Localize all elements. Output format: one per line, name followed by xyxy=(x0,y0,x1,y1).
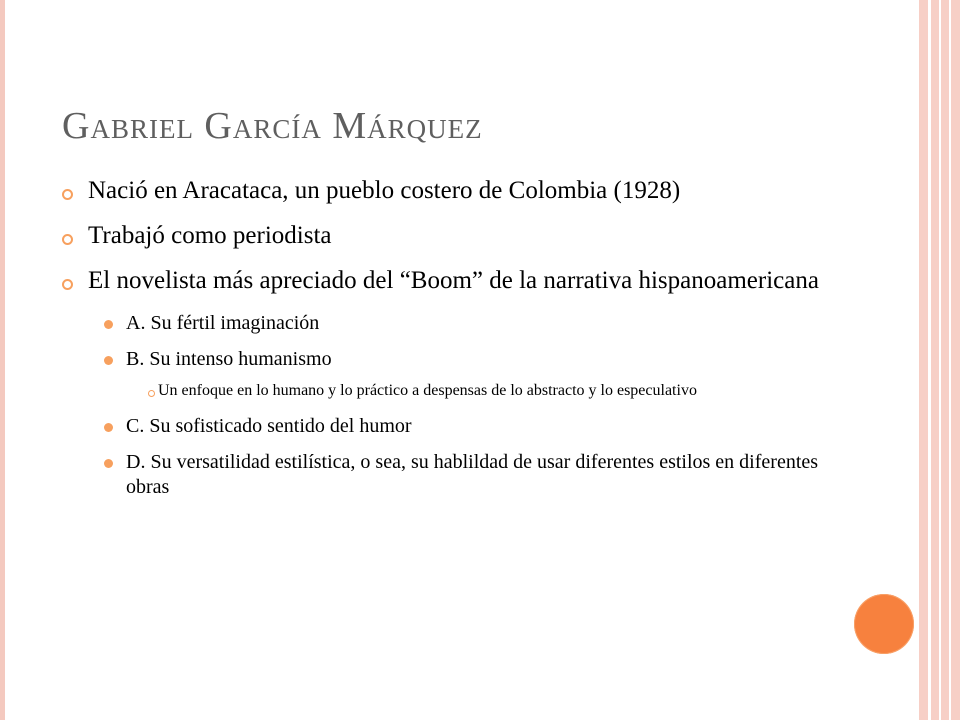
sub-bullet-item xyxy=(104,347,822,372)
bullet-item xyxy=(62,174,822,207)
sub-bullet-item xyxy=(104,311,822,336)
frame-stripe xyxy=(949,0,951,720)
sub-bullet-text: D. Su versatilidad estilística, o sea, su hablildad de usar diferentes estilos en diferentes obras xyxy=(126,451,819,498)
bullet-item xyxy=(62,219,822,252)
detail-text: Un enfoque en lo humano y lo práctico a despensas de lo abstracto y lo especulativo xyxy=(158,382,697,399)
dot-bullet-icon xyxy=(104,320,113,329)
sub-bullet-item xyxy=(104,414,822,439)
bullet-text: El novelista más apreciado del “Boom” de la narrativa hispanoamericana xyxy=(88,267,819,294)
sub-bullet-text: B. Su intenso humanismo xyxy=(126,348,332,370)
dot-bullet-icon xyxy=(104,423,113,432)
frame-stripe xyxy=(939,0,941,720)
sub-bullet-text: C. Su sofisticado sentido del humor xyxy=(126,415,412,437)
detail-item xyxy=(148,380,822,402)
bullet-item xyxy=(62,264,822,297)
bullet-text: Trabajó como periodista xyxy=(88,222,332,249)
bullet-list xyxy=(62,174,822,511)
slide-title: Gabriel García Márquez xyxy=(62,105,483,147)
bullet-text: Nació en Aracataca, un pueblo costero de Colombia (1928) xyxy=(88,177,681,204)
left-frame-band xyxy=(0,0,5,720)
decorative-orb xyxy=(854,594,914,654)
dot-bullet-icon xyxy=(104,356,113,365)
dot-bullet-icon xyxy=(104,459,113,468)
sub-bullet-text: A. Su fértil imaginación xyxy=(126,312,320,334)
ring-bullet-icon xyxy=(148,390,155,397)
right-frame-band xyxy=(919,0,960,720)
ring-bullet-icon xyxy=(62,279,73,290)
frame-stripe xyxy=(928,0,931,720)
sub-bullet-item xyxy=(104,450,822,500)
ring-bullet-icon xyxy=(62,234,73,245)
ring-bullet-icon xyxy=(62,189,73,200)
